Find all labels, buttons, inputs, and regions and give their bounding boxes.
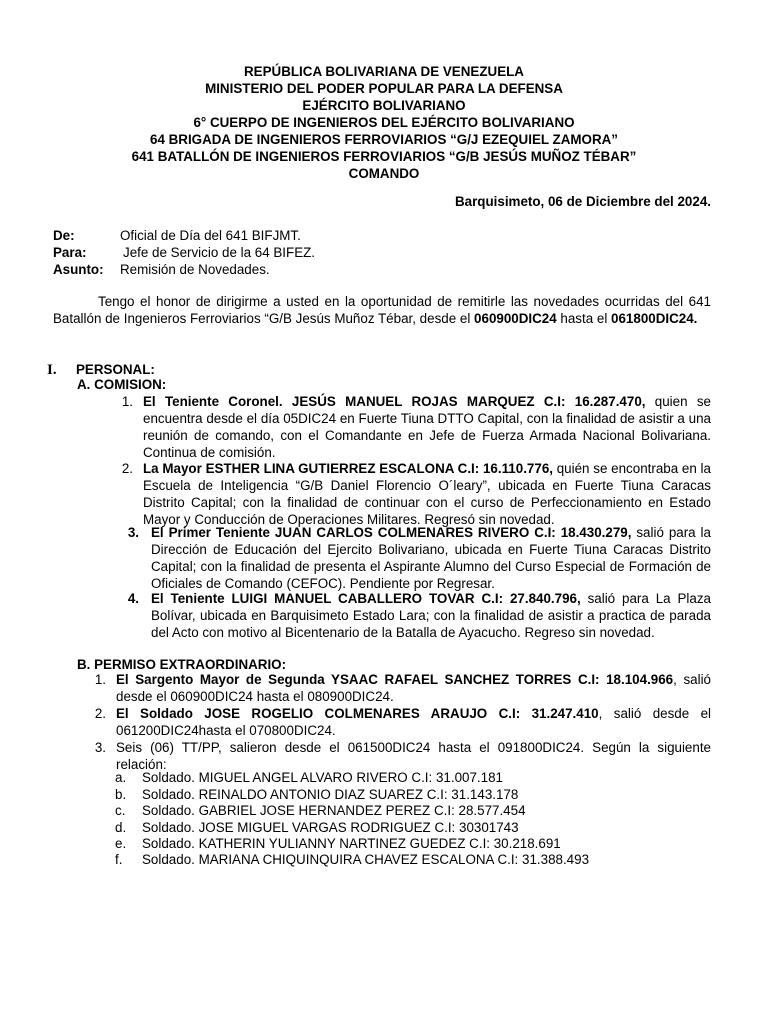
letterhead-line: EJÉRCITO BOLIVARIANO <box>302 98 466 113</box>
relacion-letter: f. <box>115 852 123 867</box>
section-heading <box>47 361 155 379</box>
subsection-comision: A. COMISION: <box>77 377 167 392</box>
comision-item <box>127 524 711 592</box>
letterhead-line: 641 BATALLÓN DE INGENIEROS FERROVIARIOS “G/B JESÚS MUÑOZ TÉBAR” <box>131 149 637 164</box>
relacion-text: Soldado. GABRIEL JOSE HERNANDEZ PEREZ C.I: 28.577.454 <box>142 803 526 818</box>
item-person: El Teniente Coronel. JESÚS MANUEL ROJAS MARQUEZ C.I: 16.287.470, <box>143 394 646 409</box>
relacion-letter: c. <box>115 803 126 818</box>
relacion-text: Soldado. MARIANA CHIQUINQUIRA CHAVEZ ESCALONA C.I: 31.388.493 <box>142 852 590 867</box>
item-detail: quien se encuentra desde el día 05DIC24 en Fuerte Tiuna DTTO Capital, con la finalidad de asistir a una reunión de comando, con el Comandante en Jefe de Fuerza Armada Nacional Bolivariana. Continua de comisión. <box>143 394 711 460</box>
item-number: 3. <box>127 525 139 540</box>
letterhead <box>0 63 768 182</box>
item-detail: quién se encontraba en la Escuela de Inteligencia “G/B Daniel Florencio O´leary”, ubicada en Fuerte Tiuna Caracas Distrito Capital; con la finalidad de continuar con el curso de Perfeccionamiento en Estado Mayor y Conducción de Operaciones Militares. Regresó sin novedad. <box>143 461 711 527</box>
relacion-text: Soldado. JOSE MIGUEL VARGAS RODRIGUEZ C.I: 30301743 <box>142 820 519 835</box>
permiso-item <box>94 705 711 739</box>
item-person: El Primer Teniente JUAN CARLOS COLMENARES RIVERO C.I: 18.430.279, <box>151 525 632 540</box>
relacion-text: Soldado. REINALDO ANTONIO DIAZ SUAREZ C.I: 31.143.178 <box>142 787 519 802</box>
permiso-item <box>94 739 711 773</box>
item-person: La Mayor ESTHER LINA GUTIERREZ ESCALONA C.I: 16.110.776, <box>143 461 553 476</box>
letterhead-line: COMANDO <box>348 166 420 181</box>
item-detail: salió para la Dirección de Educación del Ejercito Bolivariano, ubicada en Fuerte Tiuna Caracas Distrito Capital; con la finalidad de presenta el Aspirante Alumno del Curso Especial de Formación de Oficiales de Comando (CEFOC). Pendiente por Regresar. <box>151 525 711 591</box>
intro-paragraph <box>53 293 711 327</box>
item-person: El Soldado JOSE ROGELIO COLMENARES ARAUJO C.I: 31.247.410 <box>116 706 599 721</box>
relacion-text: Soldado. KATHERIN YULIANNY NARTINEZ GUEDEZ C.I: 30.218.691 <box>142 836 561 851</box>
relacion-letter: a. <box>115 770 127 785</box>
section-title: PERSONAL: <box>76 362 155 377</box>
memo-subject-value: Remisión de Novedades. <box>120 262 270 277</box>
comision-item <box>127 590 711 641</box>
permiso-item <box>94 671 712 705</box>
item-detail: , salió desde el 061200DIC24hasta el 070800DIC24. <box>116 706 711 738</box>
relacion-letter: b. <box>115 787 127 802</box>
comision-item <box>121 393 711 461</box>
item-detail: Seis (06) TT/PP, salieron desde el 061500DIC24 hasta el 091800DIC24. Según la siguiente relación: <box>116 740 711 772</box>
item-number: 3. <box>94 740 106 755</box>
intro-from-dtg: 060900DIC24 <box>474 311 557 326</box>
intro-to-dtg: 061800DIC24. <box>611 311 698 326</box>
item-number: 1. <box>94 672 106 687</box>
comision-item <box>121 460 711 528</box>
item-number: 4. <box>127 591 139 606</box>
subsection-permiso: B. PERMISO EXTRAORDINARIO: <box>77 657 287 672</box>
intro-text: Tengo el honor de dirigirme a usted en la oportunidad de remitirle las novedades ocurridas del 641 Batallón de Ingenieros Ferroviarios “G/B Jesús Muñoz Tébar, desde el <box>53 294 711 326</box>
letterhead-line: 6° CUERPO DE INGENIEROS DEL EJÉRCITO BOLIVARIANO <box>193 115 575 130</box>
memo-subject-label: Asunto: <box>53 262 104 277</box>
letterhead-line: 64 BRIGADA DE INGENIEROS FERROVIARIOS “G/J EZEQUIEL ZAMORA” <box>150 132 618 147</box>
item-detail: , salió desde el 060900DIC24 hasta el 080900DIC24. <box>116 672 712 704</box>
relacion-text: Soldado. MIGUEL ANGEL ALVARO RIVERO C.I: 31.007.181 <box>142 770 503 785</box>
item-person: El Teniente LUIGI MANUEL CABALLERO TOVAR C.I: 27.840.796, <box>151 591 581 606</box>
memo-to-value: Jefe de Servicio de la 64 BIFEZ. <box>123 245 316 260</box>
relacion-letter: d. <box>115 820 127 835</box>
item-number: 2. <box>121 461 133 476</box>
intro-mid: hasta el <box>556 311 612 326</box>
memo-to-label: Para: <box>53 245 87 260</box>
relacion-letter: e. <box>115 836 127 851</box>
item-detail: salió para La Plaza Bolívar, ubicada en Barquisimeto Estado Lara; con la finalidad de asistir a practica de parada del Acto con motivo al Bicentenario de la Batalla de Ayacucho. Regreso sin novedad. <box>151 591 711 640</box>
section-number: I. <box>47 362 57 378</box>
memo-from-label: De: <box>53 228 75 243</box>
memo-from-value: Oficial de Día del 641 BIFJMT. <box>120 228 301 243</box>
letterhead-line: MINISTERIO DEL PODER POPULAR PARA LA DEFENSA <box>205 81 563 96</box>
document-date: Barquisimeto, 06 de Diciembre del 2024. <box>454 194 711 209</box>
item-number: 1. <box>121 394 133 409</box>
item-number: 2. <box>94 706 106 721</box>
letterhead-line: REPÚBLICA BOLIVARIANA DE VENEZUELA <box>244 64 524 79</box>
item-person: El Sargento Mayor de Segunda YSAAC RAFAEL SANCHEZ TORRES C.I: 18.104.966 <box>116 672 674 687</box>
